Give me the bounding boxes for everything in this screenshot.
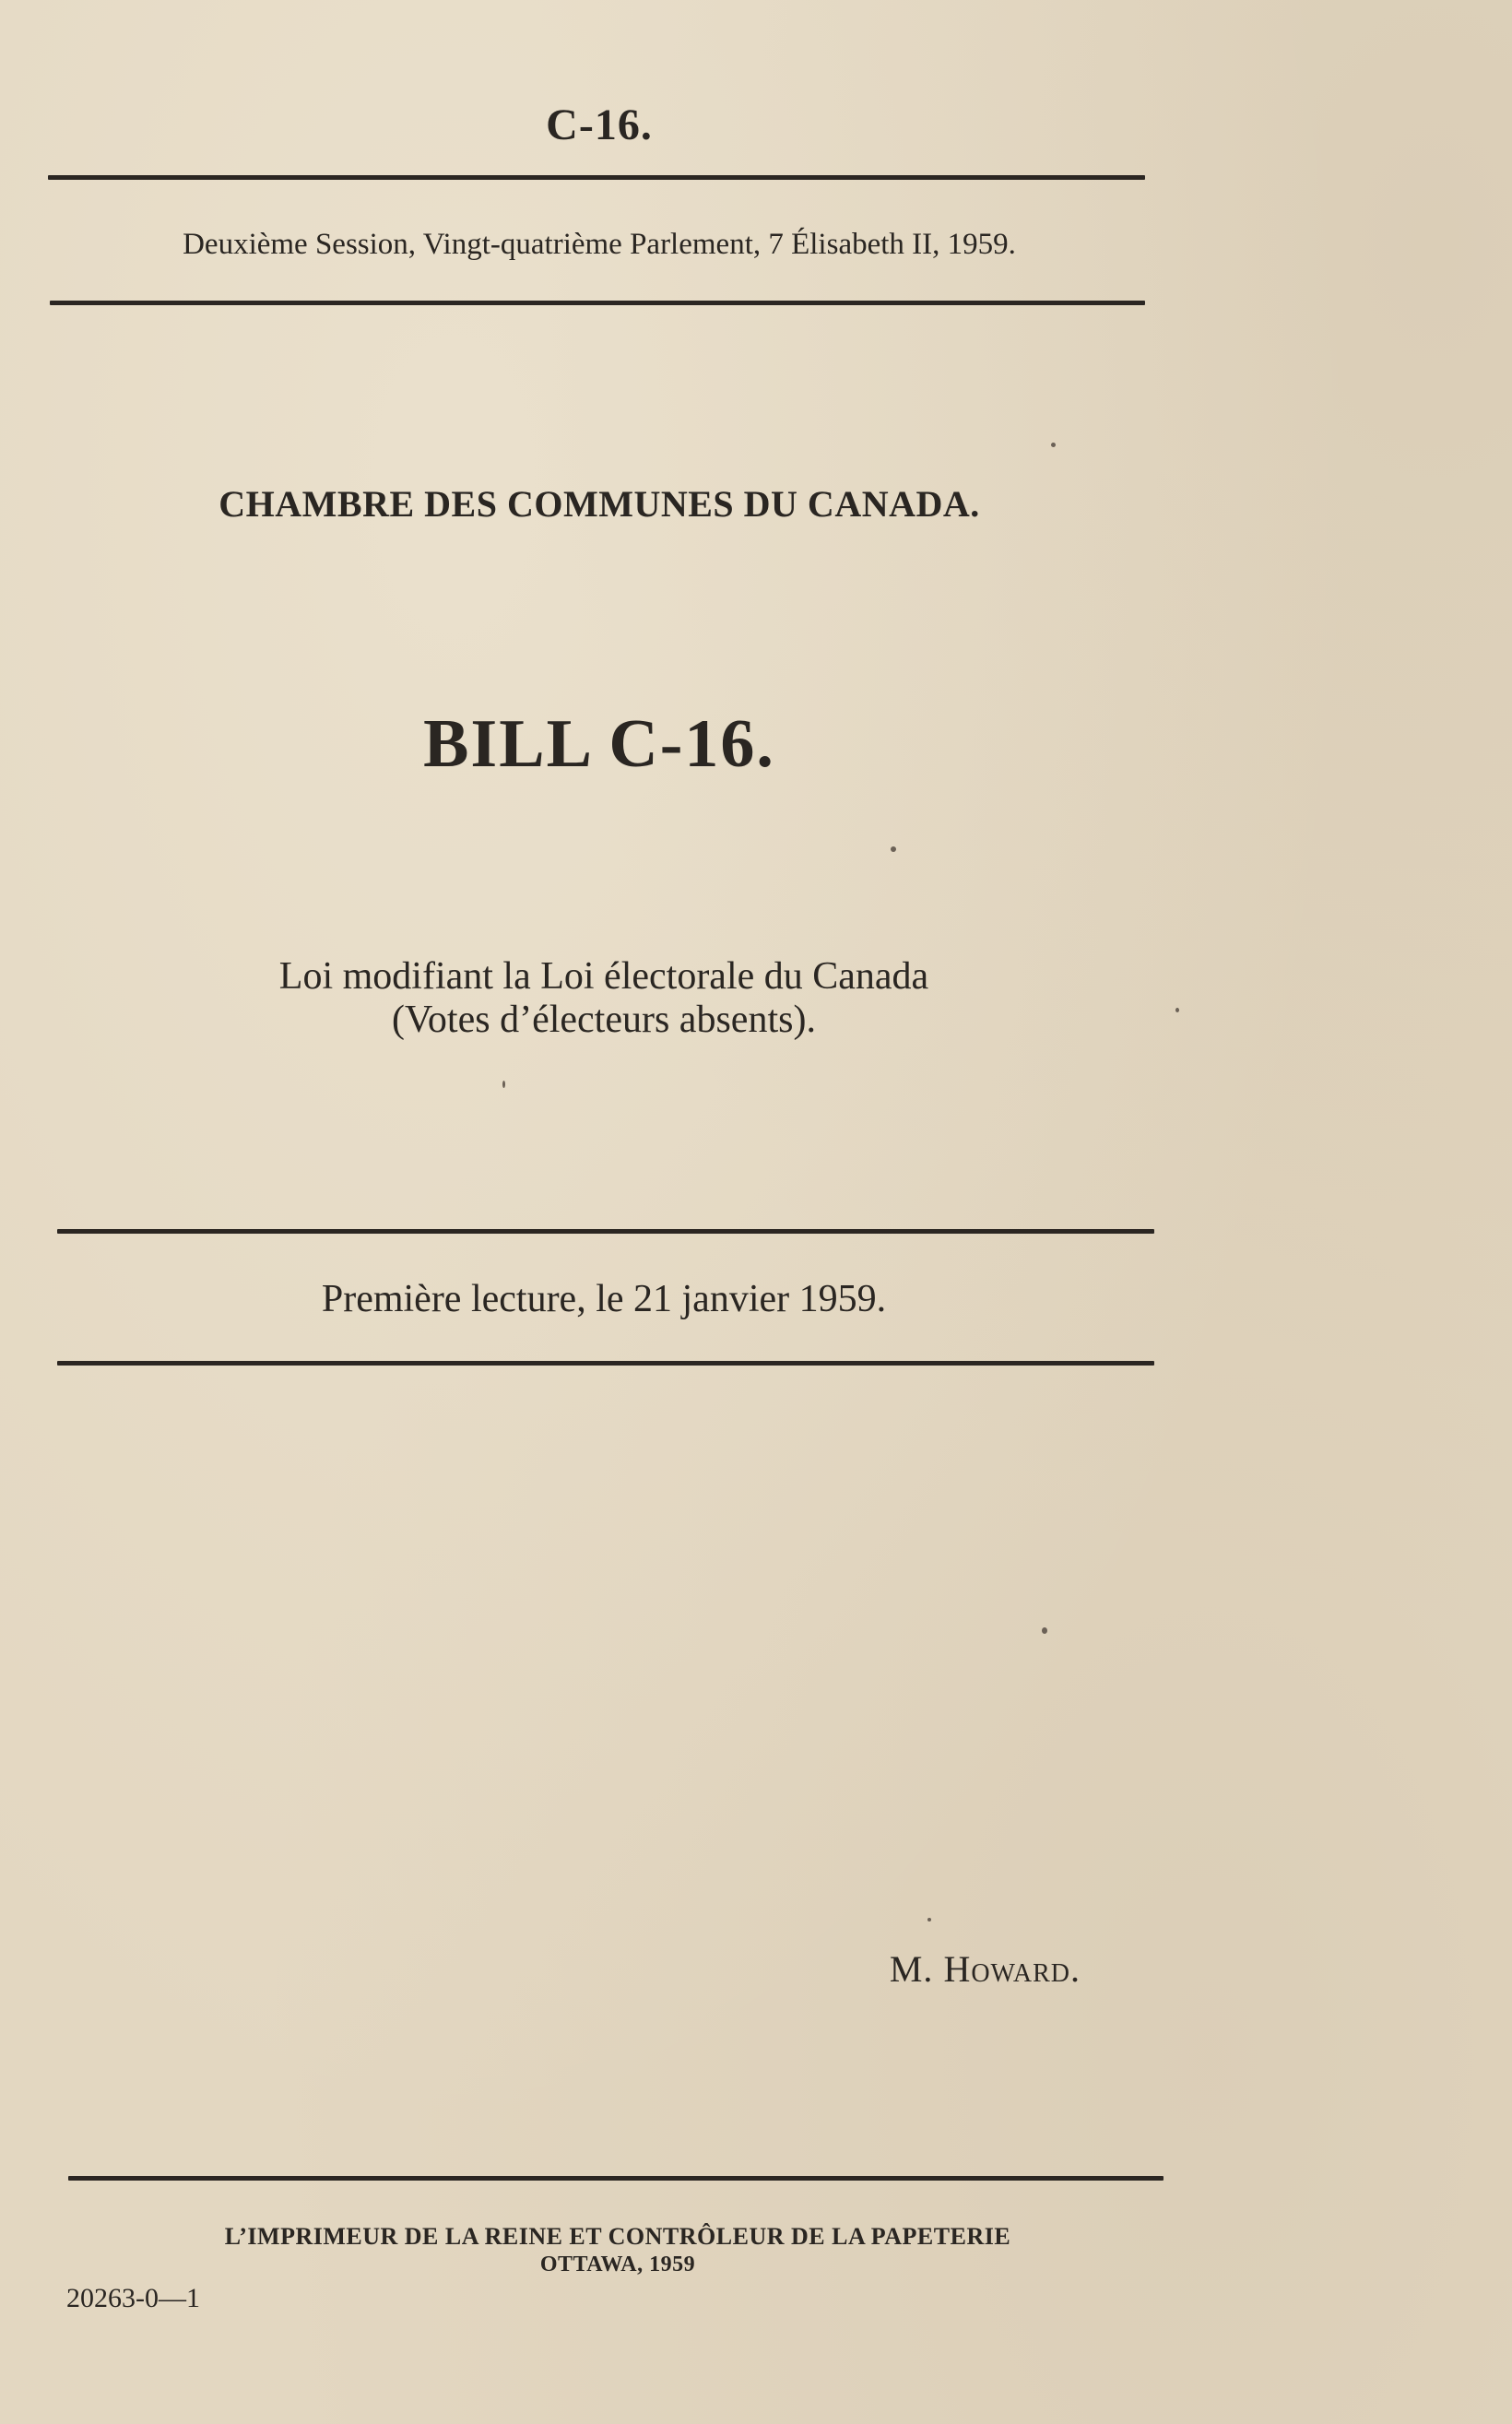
first-reading-line: Première lecture, le 21 janvier 1959. xyxy=(321,1278,887,1320)
bill-description xyxy=(0,955,1208,1042)
sponsor-prefix: M. xyxy=(889,1948,944,1990)
chamber-heading: CHAMBRE DES COMMUNES DU CANADA. xyxy=(219,483,980,525)
reading-top-rule xyxy=(57,1229,1154,1234)
print-code: 20263-0—1 xyxy=(66,2283,200,2313)
paper-speck xyxy=(1051,443,1056,447)
footer-rule xyxy=(68,2176,1164,2181)
city-line: OTTAWA, 1959 xyxy=(539,2253,696,2276)
bill-title: BILL C-16. xyxy=(423,706,775,782)
sponsor-name xyxy=(890,1947,1081,1991)
paper-speck xyxy=(1042,1627,1047,1634)
paper-speck xyxy=(1175,1008,1179,1012)
paper-speck xyxy=(927,1918,931,1921)
top-rule xyxy=(48,175,1145,180)
session-rule xyxy=(50,301,1145,305)
description-line-2: (Votes d’électeurs absents). xyxy=(392,999,816,1041)
paper-speck xyxy=(891,846,896,852)
session-line: Deuxième Session, Vingt-quatrième Parlement, 7 Élisabeth II, 1959. xyxy=(183,228,1016,261)
printer-line: L’IMPRIMEUR DE LA REINE ET CONTRÔLEUR DE LA PAPETERIE xyxy=(224,2223,1011,2250)
printer-imprint xyxy=(0,2222,1235,2279)
reading-bottom-rule xyxy=(57,1361,1154,1366)
sponsor-surname: Howard. xyxy=(943,1948,1081,1990)
description-line-1: Loi modifiant la Loi électorale du Canada xyxy=(278,955,929,998)
paper-speck xyxy=(502,1081,505,1088)
bill-code-header: C-16. xyxy=(546,101,653,149)
